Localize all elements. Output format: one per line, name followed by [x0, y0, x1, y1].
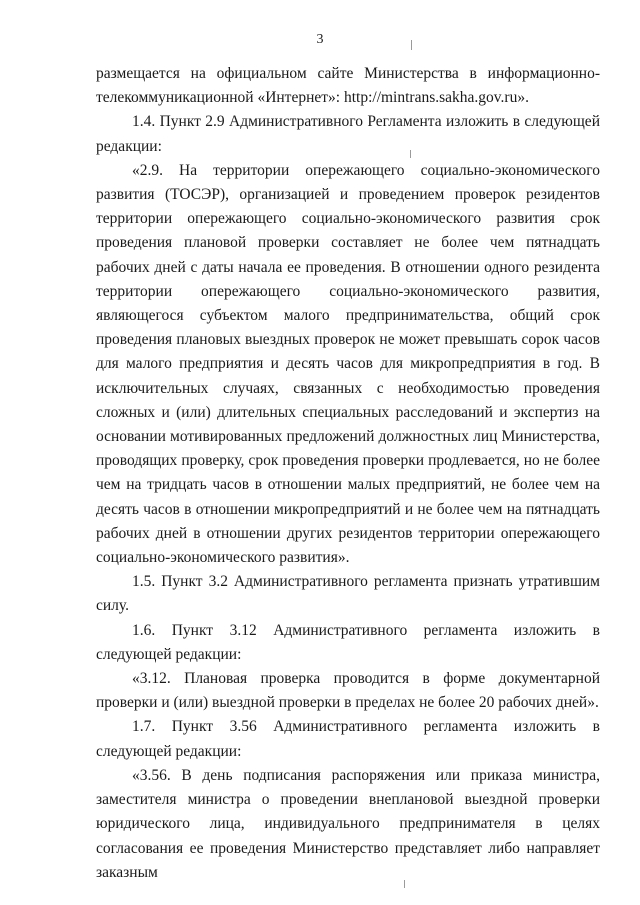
paragraph-item-1-7: 1.7. Пункт 3.56 Административного регламента изложить в следующей редакции:: [96, 718, 600, 760]
document-body: [96, 62, 600, 885]
paragraph-continuation: размещается на официальном сайте Министерства в информационно-телекоммуникационной «Интернет»: http://mintrans.sakha.gov.ru».: [96, 65, 600, 107]
scan-mark: [411, 40, 412, 50]
paragraph-item-1-6: 1.6. Пункт 3.12 Административного регламента изложить в следующей редакции:: [96, 621, 600, 663]
paragraph-item-1-4: 1.4. Пункт 2.9 Административного Регламента изложить в следующей редакции:: [96, 113, 600, 155]
paragraph-quote-3-12: «3.12. Плановая проверка проводится в форме документарной проверки и (или) выездной проверки в пределах не более 20 рабочих дней».: [96, 670, 600, 712]
paragraph-item-1-5: 1.5. Пункт 3.2 Административного регламента признать утратившим силу.: [96, 573, 600, 615]
paragraph-quote-2-9: «2.9. На территории опережающего социально-экономического развития (ТОСЭР), организацией и проведением проверок резидентов территории опережающего социально-экономического развития срок проведения плановой проверки составляет не более чем пятнадцать рабочих дней с даты начала ее проведения. В отношении одного резидента территории опережающего социально-экономического развития, являющегося субъектом малого предпринимательства, общий срок проведения плановых выездных проверок не может превышать сорок часов для малого предприятия и десять часов для микропредприятия в год. В исключительных случаях, связанных с необходимостью проведения сложных и (или) длительных специальных расследований и экспертиз на основании мотивированных предложений должностных лиц Министерства, проводящих проверку, срок проведения проверки продлевается, но не более чем на тридцать часов в отношении малых предприятий, не более чем на десять часов в отношении микропредприятий и не более чем на пятнадцать рабочих дней в отношении других резидентов территории опережающего социально-экономического развития».: [96, 161, 600, 567]
page-number: 3: [316, 32, 324, 47]
paragraph-quote-3-56: «3.56. В день подписания распоряжения или приказа министра, заместителя министра о проведении внеплановой выездной проверки юридического лица, индивидуального предпринимателя в целях согласования ее проведения Министерство представляет либо направляет заказным: [96, 766, 600, 881]
